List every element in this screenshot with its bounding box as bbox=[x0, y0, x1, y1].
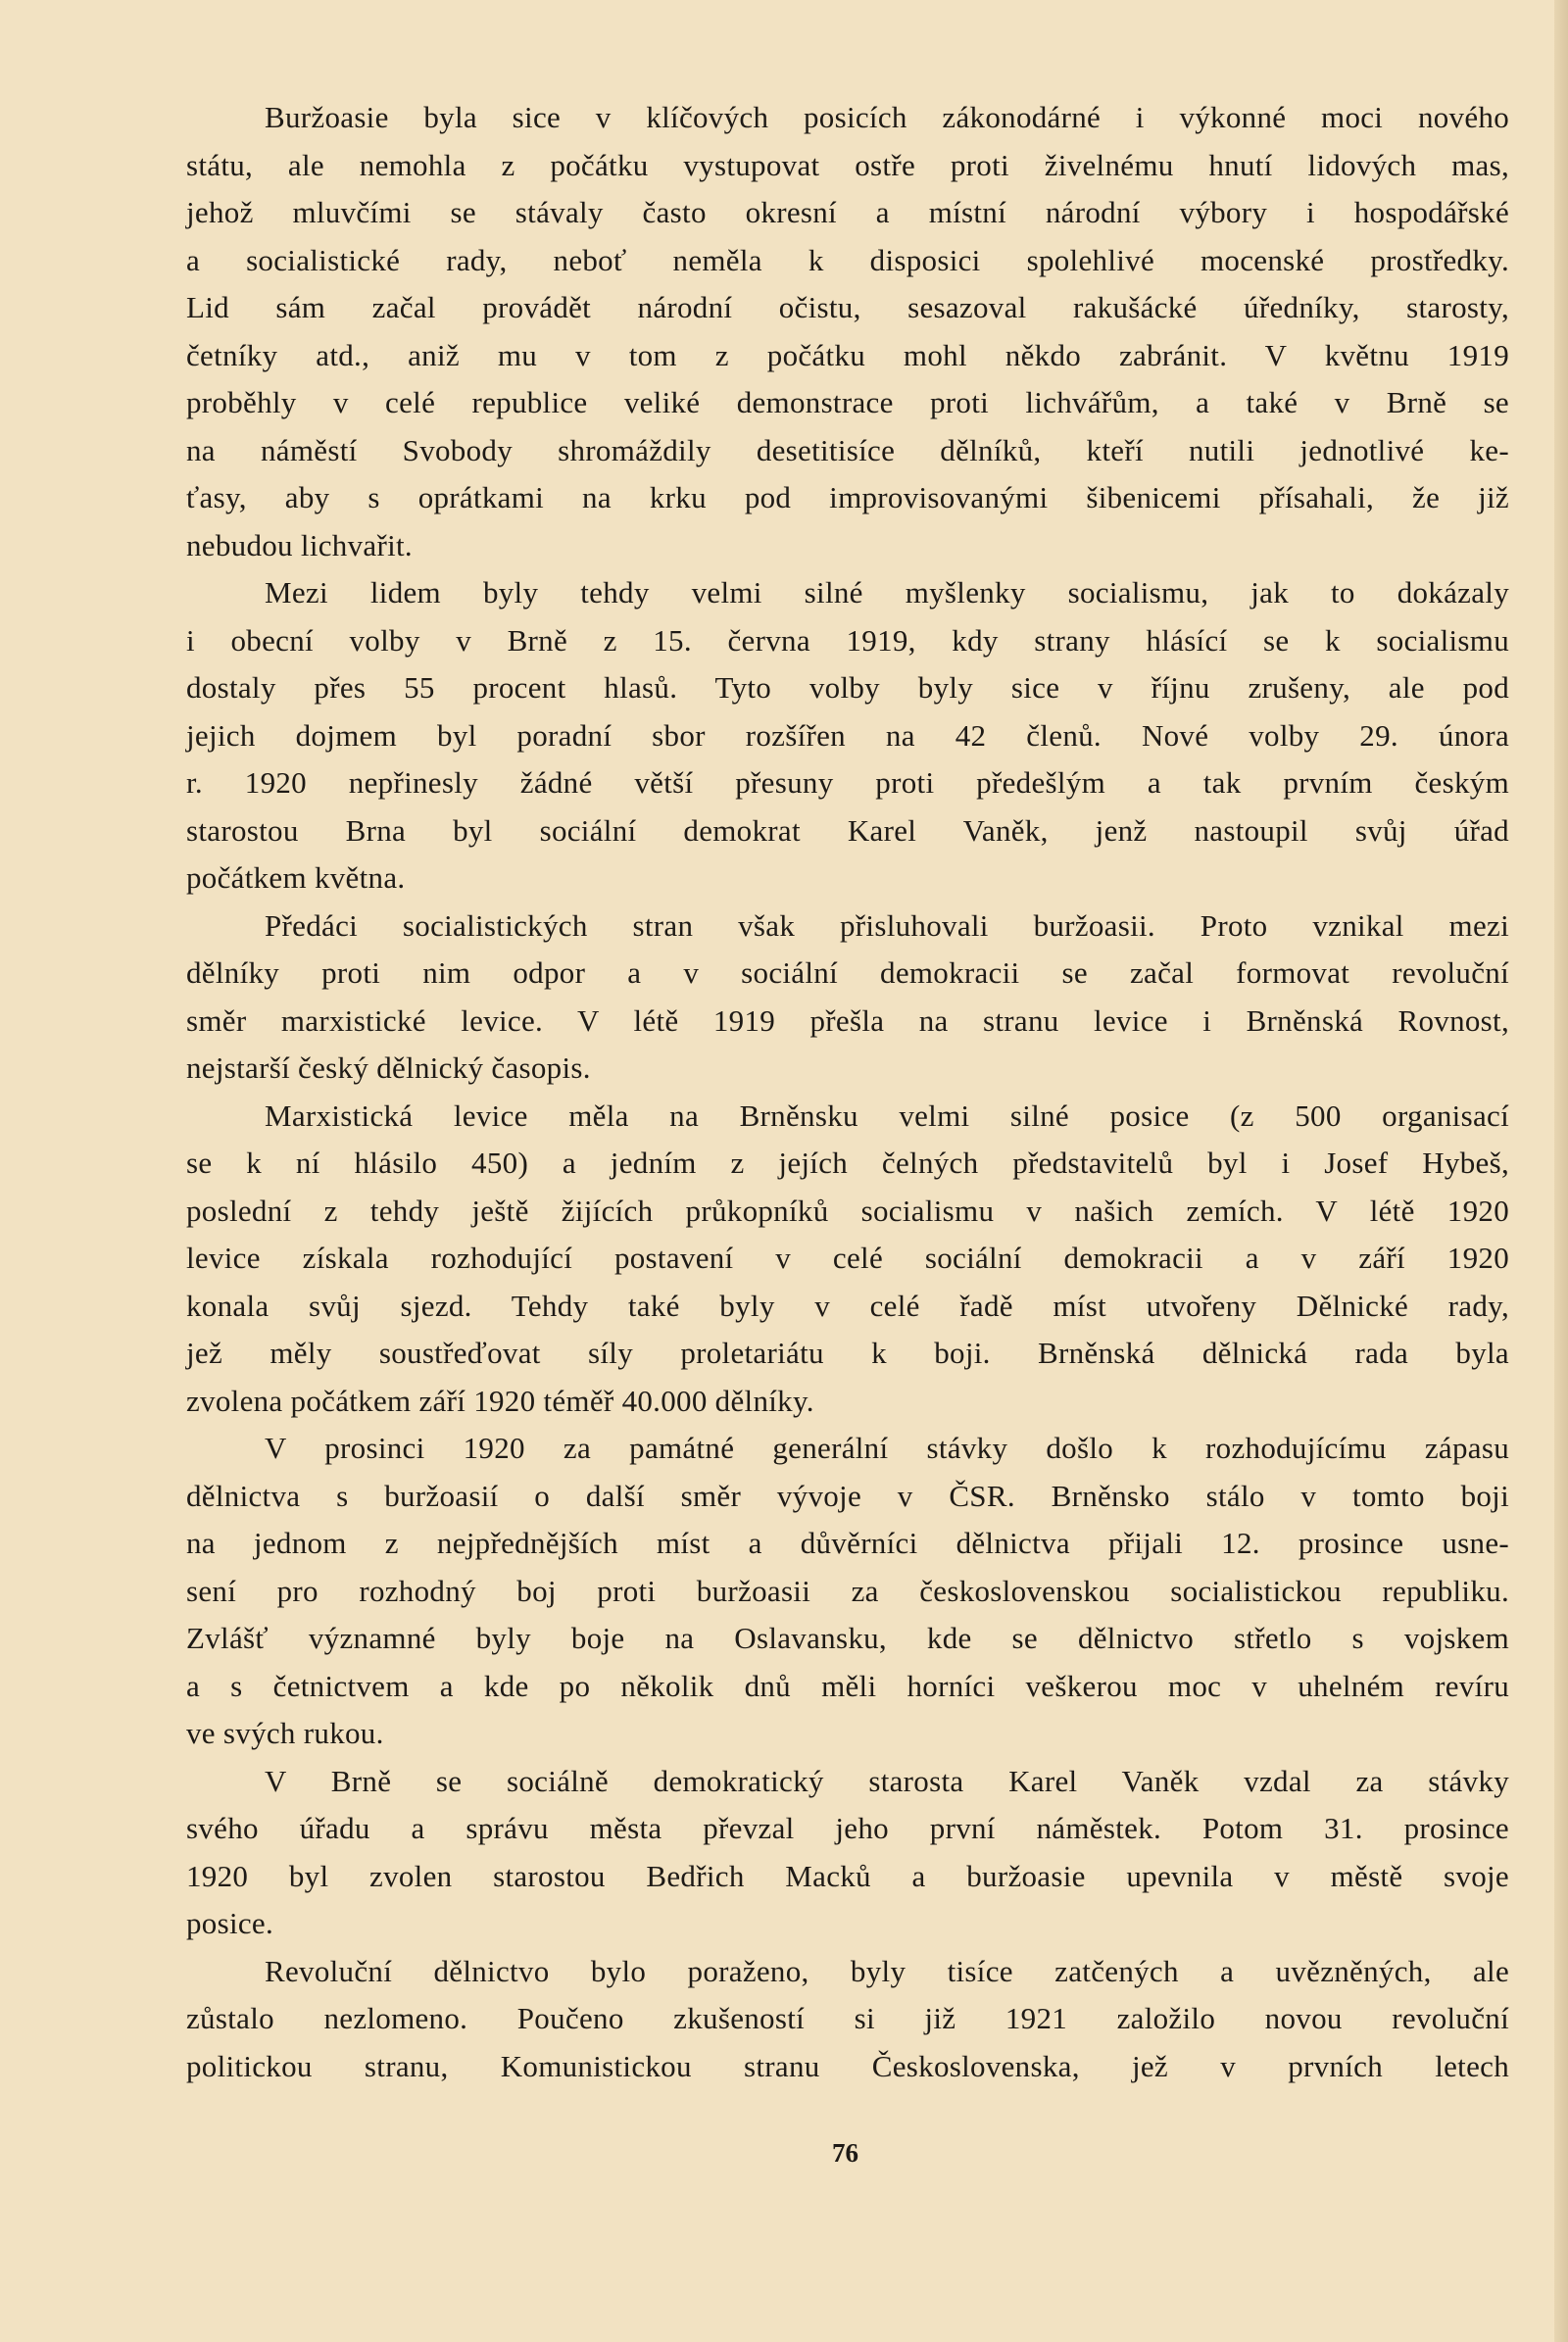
text-line: svého úřadu a správu města převzal jeho první náměstek. Potom 31. prosince bbox=[186, 1811, 1509, 1845]
text-line: r. 1920 nepřinesly žádné větší přesuny proti předešlým a tak prvním českým bbox=[186, 765, 1509, 800]
page-number: 76 bbox=[832, 2138, 858, 2168]
text-line: se k ní hlásilo 450) a jedním z jejích čelných představitelů byl i Josef Hybeš, bbox=[186, 1146, 1509, 1180]
text-line: V Brně se sociálně demokratický starosta Karel Vaněk vzdal za stávky bbox=[265, 1763, 1509, 1798]
text-line: a socialistické rady, neboť neměla k disposici spolehlivé mocenské prostředky. bbox=[186, 242, 1509, 277]
paragraph bbox=[186, 94, 1509, 569]
body-text bbox=[186, 94, 1509, 2090]
text-line: starostou Brna byl sociální demokrat Karel Vaněk, jenž nastoupil svůj úřad bbox=[186, 812, 1509, 848]
text-line: ve svých rukou. bbox=[186, 1716, 384, 1750]
text-line: konala svůj sjezd. Tehdy také byly v celé řadě míst utvořeny Dělnické rady, bbox=[186, 1288, 1509, 1323]
text-line: počátkem května. bbox=[186, 860, 406, 895]
text-line: zůstalo nezlomeno. Poučeno zkušeností si již 1921 založilo novou revoluční bbox=[186, 2001, 1509, 2035]
text-line: státu, ale nemohla z počátku vystupovat ostře proti živelnému hnutí lidových mas, bbox=[186, 147, 1509, 182]
text-line: ťasy, aby s oprátkami na krku pod improvisovanými šibenicemi přísahali, že již bbox=[186, 480, 1509, 514]
text-line: na náměstí Svobody shromáždily desetitisíce dělníků, kteří nutili jednotlivé ke- bbox=[186, 432, 1509, 467]
text-line: i obecní volby v Brně z 15. června 1919, kdy strany hlásící se k socialismu bbox=[186, 622, 1509, 658]
text-line: sení pro rozhodný boj proti buržoasii za československou socialistickou republiku. bbox=[186, 1573, 1509, 1608]
text-line: dělnictva s buržoasií o další směr vývoje v ČSR. Brněnsko stálo v tomto boji bbox=[186, 1478, 1509, 1513]
text-line: četníky atd., aniž mu v tom z počátku mohl někdo zabránit. V květnu 1919 bbox=[186, 337, 1509, 372]
text-line: na jednom z nejpřednějších míst a důvěrníci dělnictva přijali 12. prosince usne- bbox=[186, 1526, 1509, 1560]
text-line: jehož mluvčími se stávaly často okresní a místní národní výbory i hospodářské bbox=[186, 195, 1509, 229]
text-line: poslední z tehdy ještě žijících průkopníků socialismu v našich zemích. V létě 1920 bbox=[186, 1193, 1509, 1228]
text-line: zvolena počátkem září 1920 téměř 40.000 dělníky. bbox=[186, 1383, 814, 1418]
text-line: politickou stranu, Komunistickou stranu Československa, jež v prvních letech bbox=[186, 2048, 1509, 2083]
text-line: levice získala rozhodující postavení v celé sociální demokracii a v září 1920 bbox=[186, 1241, 1509, 1275]
text-line: jež měly soustřeďovat síly proletariátu k boji. Brněnská dělnická rada byla bbox=[186, 1336, 1509, 1370]
text-line: proběhly v celé republice veliké demonstrace proti lichvářům, a také v Brně se bbox=[186, 385, 1509, 419]
page-edge bbox=[1554, 0, 1568, 2342]
paragraph bbox=[186, 1948, 1509, 2091]
text-line: dělníky proti nim odpor a v sociální demokracii se začal formovat revoluční bbox=[186, 955, 1509, 990]
paragraph bbox=[186, 1758, 1509, 1948]
text-line: posice. bbox=[186, 1906, 274, 1940]
text-line: směr marxistické levice. V létě 1919 přešla na stranu levice i Brněnská Rovnost, bbox=[186, 1002, 1509, 1038]
text-line: Lid sám začal provádět národní očistu, sesazoval rakušácké úředníky, starosty, bbox=[186, 290, 1509, 324]
text-line: Revoluční dělnictvo bylo poraženo, byly tisíce zatčených a uvězněných, ale bbox=[265, 1953, 1509, 1988]
text-line: nebudou lichvařit. bbox=[186, 527, 413, 562]
text-line: Buržoasie byla sice v klíčových posicích zákonodárné i výkonné moci nového bbox=[265, 100, 1509, 134]
text-line: a s četnictvem a kde po několik dnů měli horníci veškerou moc v uhelném revíru bbox=[186, 1668, 1509, 1703]
paragraph bbox=[186, 1425, 1509, 1758]
text-line: Zvlášť významné byly boje na Oslavansku, kde se dělnictvo střetlo s vojskem bbox=[186, 1621, 1509, 1655]
text-line: Předáci socialistických stran však přisluhovali buržoasii. Proto vznikal mezi bbox=[265, 907, 1509, 943]
text-line: Marxistická levice měla na Brněnsku velmi silné posice (z 500 organisací bbox=[265, 1098, 1509, 1133]
text-line: V prosinci 1920 za památné generální stávky došlo k rozhodujícímu zápasu bbox=[265, 1431, 1509, 1465]
paragraph bbox=[186, 1093, 1509, 1426]
text-line: nejstarší český dělnický časopis. bbox=[186, 1050, 591, 1085]
text-line: Mezi lidem byly tehdy velmi silné myšlenky socialismu, jak to dokázaly bbox=[265, 575, 1509, 610]
text-line: dostaly přes 55 procent hlasů. Tyto volby byly sice v říjnu zrušeny, ale pod bbox=[186, 670, 1509, 705]
text-line: 1920 byl zvolen starostou Bedřich Macků a buržoasie upevnila v městě svoje bbox=[186, 1858, 1509, 1893]
paragraph bbox=[186, 569, 1509, 903]
text-line: jejich dojmem byl poradní sbor rozšířen na 42 členů. Nové volby 29. února bbox=[186, 717, 1509, 753]
paragraph bbox=[186, 903, 1509, 1093]
